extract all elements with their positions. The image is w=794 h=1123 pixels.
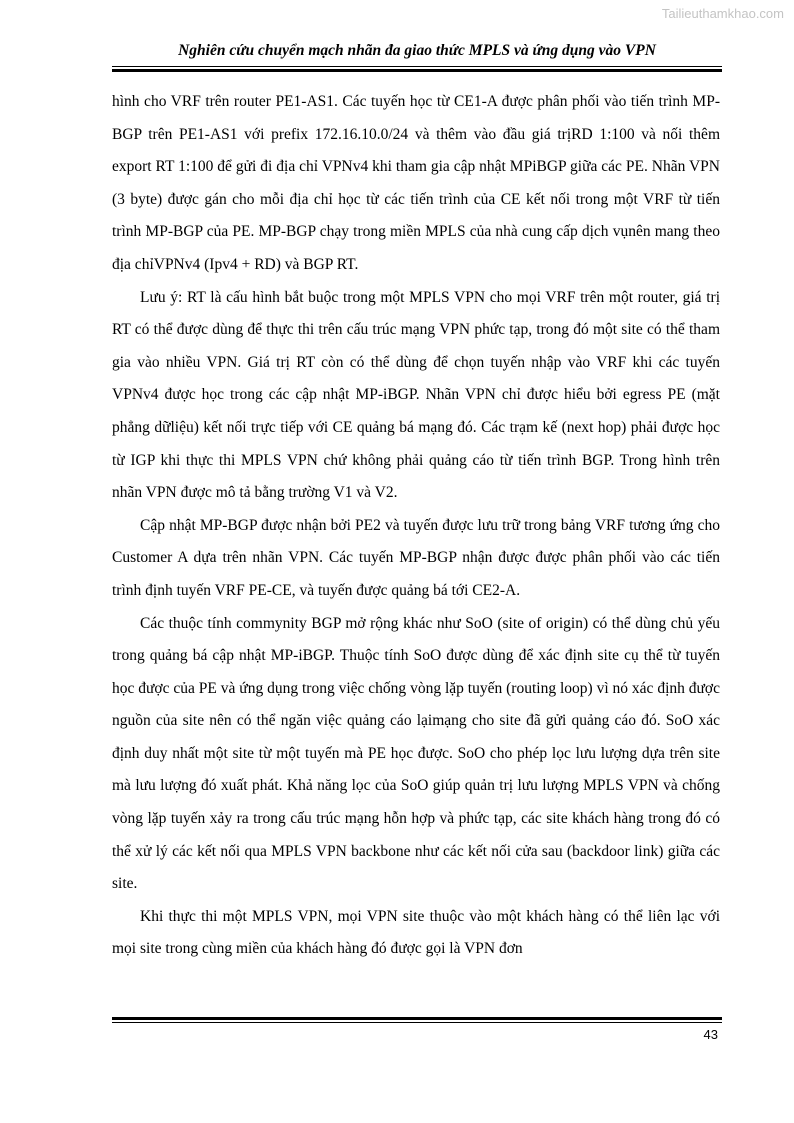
paragraph: Lưu ý: RT là cấu hình bắt buộc trong một MPLS VPN cho mọi VRF trên một router, giá trị RT có thể được dùng để thực thi trên cấu trúc mạng VPN phức tạp, trong đó một site có thể tham gia vào nhiều VPN. Giá trị RT còn có thể dùng để chọn tuyến nhập vào VRF khi các tuyến VPNv4 được học trong các cập nhật MP-iBGP. Nhãn VPN chỉ được hiểu bởi egress PE (mặt phẳng dữliệu) kết nối trực tiếp với CE quảng bá mạng đó. Các trạm kế (next hop) phải được học từ IGP khi thực thi MPLS VPN chứ không phải quảng cáo từ tiến trình BGP. Trong hình trên nhãn VPN được mô tả bằng trường V1 và V2. — [112, 288, 720, 502]
watermark: Tailieuthamkhao.com — [661, 6, 784, 21]
paragraph: Cập nhật MP-BGP được nhận bởi PE2 và tuyến được lưu trữ trong bảng VRF tương ứng cho Customer A dựa trên nhãn VPN. Các tuyến MP-BGP nhận được được phân phối vào các tiến trình định tuyến VRF PE-CE, và tuyến được quảng bá tới CE2-A. — [112, 516, 720, 599]
page-number: 43 — [703, 1027, 718, 1042]
page-header-title: Nghiên cứu chuyển mạch nhãn đa giao thức MPLS và ứng dụng vào VPN — [178, 42, 656, 59]
paragraph: hình cho VRF trên router PE1-AS1. Các tuyến học từ CE1-A được phân phối vào tiến trình MP-BGP trên PE1-AS1 với prefix 172.16.10.0/24 và thêm vào đầu giá trịRD 1:100 và nối thêm export RT 1:100 để gửi đi địa chỉ VPNv4 khi tham gia cập nhật MPiBGP giữa các PE. Nhãn VPN (3 byte) được gán cho mỗi địa chỉ học từ các tiến trình của CE kết nối trong một VRF từ tiến trình MP-BGP của PE. MP-BGP chạy trong miền MPLS của nhà cung cấp dịch vụnên mang theo địa chỉVPNv4 (Ipv4 + RD) và BGP RT. — [112, 93, 720, 273]
body-text — [112, 86, 720, 966]
paragraph: Khi thực thi một MPLS VPN, mọi VPN site thuộc vào một khách hàng có thể liên lạc với mọi site trong cùng miền của khách hàng đó được gọi là VPN đơn — [112, 907, 720, 958]
paragraph: Các thuộc tính commynity BGP mở rộng khác như SoO (site of origin) có thể dùng chủ yếu trong quảng bá cập nhật MP-iBGP. Thuộc tính SoO được dùng để xác định site cụ thể từ tuyến học được của PE và ứng dụng trong việc chống vòng lặp tuyến (routing loop) vì nó xác định được nguồn của site nên có thể ngăn việc quảng cáo lạimạng cho site đã gửi quảng cáo đó. SoO xác định duy nhất một site từ một tuyến mà PE học được. SoO cho phép lọc lưu lượng dựa trên site mà lưu lượng đó xuất phát. Khả năng lọc của SoO giúp quản trị lưu lượng MPLS VPN và chống vòng lặp tuyến xảy ra trong cấu trúc mạng hỗn hợp và phức tạp, các site khách hàng trong đó có thể xử lý các kết nối qua MPLS VPN backbone như các kết nối cửa sau (backdoor link) giữa các site. — [112, 614, 720, 893]
header-rule — [112, 66, 722, 72]
footer-rule — [112, 1017, 722, 1023]
